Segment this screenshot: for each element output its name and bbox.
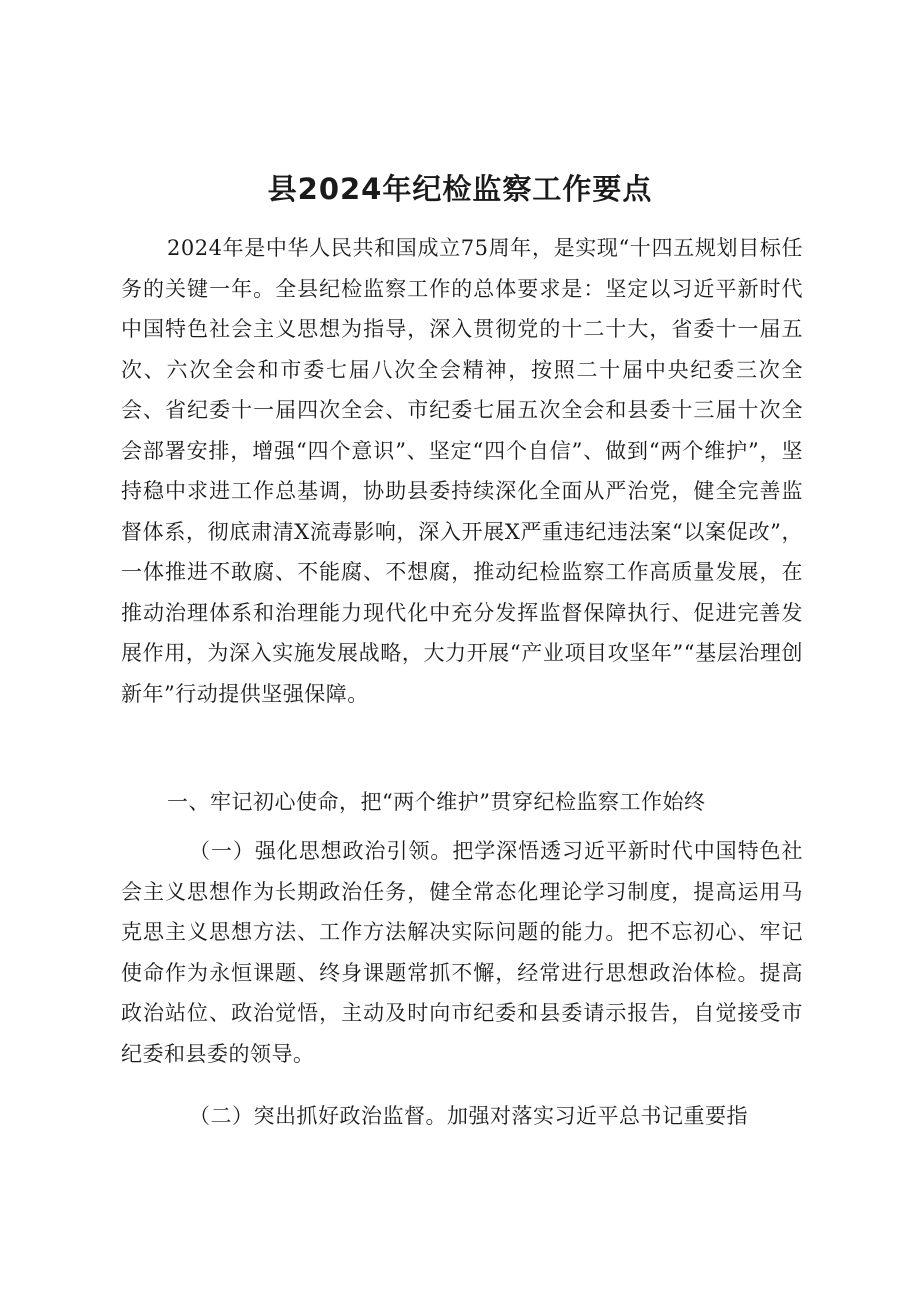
document-title: 县2024年纪检监察工作要点 <box>267 172 653 206</box>
subsection-paragraph-1: （一）强化思想政治引领。把学深悟透习近平新时代中国特色社会主义思想作为长期政治任务，健全常态化理论学习制度，提高运用马克思主义思想方法、工作方法解决实际问题的能力。把不忘初心、牢记使命作为永恒课题、终身课题常抓不懈，经常进行思想政治体检。提高政治站位、政治觉悟，主动及时向市纪委和县委请示报告，自觉接受市纪委和县委的领导。 <box>121 839 803 1066</box>
subsection-paragraph-2: （二）突出抓好政治监督。加强对落实习近平总书记重要指 <box>189 1104 748 1128</box>
intro-paragraph: 2024年是中华人民共和国成立75周年，是实现“十四五规划目标任务的关键一年。全县纪检监察工作的总体要求是：坚定以习近平新时代中国特色社会主义思想为指导，深入贯彻党的十二十大，省委十一届五次、六次全会和市委七届八次全会精神，按照二十届中央纪委三次全会、省纪委十一届四次全会、市纪委七届五次全会和县委十三届十次全会部署安排，增强“四个意识”、坚定“四个自信”、做到“两个维护”，坚持稳中求进工作总基调，协助县委持续深化全面从严治党，健全完善监督体系，彻底肃清X流毒影响，深入开展X严重违纪违法案“以案促改”，一体推进不敢腐、不能腐、不想腐，推动纪检监察工作高质量发展，在推动治理体系和治理能力现代化中充分发挥监督保障执行、促进完善发展作用，为深入实施发展战略，大力开展“产业项目攻坚年”“基层治理创新年”行动提供坚强保障。 <box>121 236 803 706</box>
section-heading-1: 一、牢记初心使命，把“两个维护”贯穿纪检监察工作始终 <box>167 790 706 814</box>
